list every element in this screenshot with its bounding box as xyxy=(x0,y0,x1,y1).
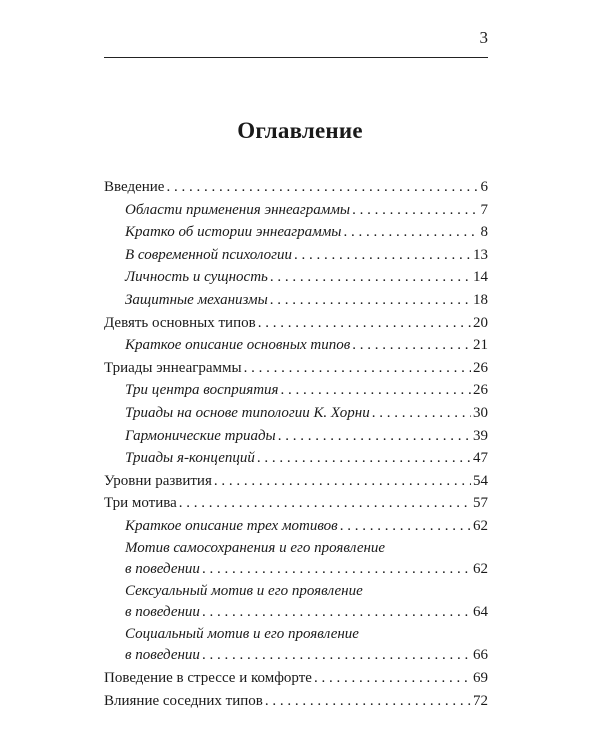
toc-entry-label: Три мотива xyxy=(104,495,177,512)
toc-entry-label: Личность и сущность xyxy=(125,269,268,286)
toc-entry xyxy=(104,538,488,560)
toc-entry xyxy=(104,425,488,448)
toc-entry-continuation xyxy=(104,602,488,624)
toc-entry-label: Защитные механизмы xyxy=(125,291,268,308)
dot-leader xyxy=(270,289,471,312)
toc-entry-page: 18 xyxy=(473,291,488,308)
dot-leader xyxy=(340,515,471,538)
toc-entry-label: Уровни развития xyxy=(104,472,212,489)
toc-entry xyxy=(104,470,488,493)
toc-entry-label: в поведении xyxy=(125,647,200,664)
dot-leader xyxy=(278,425,471,448)
toc-entry-label: Области применения эннеаграммы xyxy=(125,201,351,218)
toc-entry xyxy=(104,515,488,538)
dot-leader xyxy=(281,379,471,402)
toc-entry xyxy=(104,581,488,603)
toc-entry xyxy=(104,312,488,335)
toc-entry xyxy=(104,624,488,646)
dot-leader xyxy=(202,559,471,581)
table-of-contents xyxy=(104,176,488,712)
toc-entry xyxy=(104,667,488,690)
toc-entry-continuation xyxy=(104,645,488,667)
toc-entry-label: Краткое описание трех мотивов xyxy=(125,517,338,534)
dot-leader xyxy=(257,447,471,470)
dot-leader xyxy=(166,176,478,199)
toc-entry-label: Краткое описание основных типов xyxy=(125,337,351,354)
toc-entry xyxy=(104,289,488,312)
dot-leader xyxy=(214,470,471,493)
dot-leader xyxy=(352,334,471,357)
dot-leader xyxy=(244,357,471,380)
toc-entry-page: 14 xyxy=(473,269,488,286)
toc-entry xyxy=(104,244,488,267)
toc-entry xyxy=(104,379,488,402)
toc-entry-label: Гармонические триады xyxy=(125,427,276,444)
toc-entry-page: 30 xyxy=(473,404,488,421)
toc-entry xyxy=(104,447,488,470)
toc-entry-page: 62 xyxy=(473,561,488,578)
toc-entry-label: Поведение в стрессе и комфорте xyxy=(104,670,312,687)
toc-entry-page: 47 xyxy=(473,450,488,467)
dot-leader xyxy=(202,645,471,667)
toc-entry-page: 54 xyxy=(473,472,488,489)
toc-entry xyxy=(104,221,488,244)
toc-entry xyxy=(104,266,488,289)
dot-leader xyxy=(372,402,471,425)
dot-leader xyxy=(314,667,471,690)
toc-entry xyxy=(104,492,488,515)
toc-entry-label: в поведении xyxy=(125,561,200,578)
toc-entry-page: 7 xyxy=(480,201,488,218)
toc-entry-page: 13 xyxy=(473,246,488,263)
toc-entry-page: 57 xyxy=(473,495,488,512)
toc-entry-label: Кратко об истории эннеаграммы xyxy=(125,224,342,241)
toc-entry-page: 26 xyxy=(473,382,488,399)
toc-entry-label: Влияние соседних типов xyxy=(104,692,263,709)
dot-leader xyxy=(352,199,478,222)
dot-leader xyxy=(343,221,478,244)
page-number: 3 xyxy=(479,28,488,47)
toc-entry xyxy=(104,690,488,713)
toc-entry-page: 21 xyxy=(473,337,488,354)
toc-entry-label: Триады на основе типологии К. Хорни xyxy=(125,404,370,421)
toc-entry-page: 72 xyxy=(473,692,488,709)
toc-entry-label: Три центра восприятия xyxy=(125,382,279,399)
toc-entry-label: Триады эннеаграммы xyxy=(104,359,242,376)
toc-entry-page: 69 xyxy=(473,670,488,687)
toc-entry-label: в поведении xyxy=(125,604,200,621)
toc-entry-page: 20 xyxy=(473,314,488,331)
toc-entry-label: Сексуальный мотив и его проявление xyxy=(125,582,363,599)
toc-entry xyxy=(104,357,488,380)
dot-leader xyxy=(265,690,471,713)
toc-entry xyxy=(104,199,488,222)
page-title: Оглавление xyxy=(237,118,363,143)
toc-entry xyxy=(104,334,488,357)
toc-entry-label: Триады я-концепций xyxy=(125,450,255,467)
toc-entry-page: 39 xyxy=(473,427,488,444)
toc-entry-label: Мотив самосохранения и его проявление xyxy=(125,539,386,556)
toc-entry-label: Социальный мотив и его проявление xyxy=(125,625,359,642)
toc-entry xyxy=(104,402,488,425)
toc-entry-page: 8 xyxy=(480,224,488,241)
dot-leader xyxy=(270,266,471,289)
toc-entry-page: 66 xyxy=(473,647,488,664)
toc-entry-page: 64 xyxy=(473,604,488,621)
header-rule xyxy=(104,57,488,58)
toc-entry-page: 6 xyxy=(480,179,488,195)
dot-leader xyxy=(294,244,471,267)
dot-leader xyxy=(179,492,471,515)
dot-leader xyxy=(258,312,471,335)
toc-entry xyxy=(104,176,488,199)
toc-entry-label: Введение xyxy=(104,179,165,195)
toc-entry-page: 62 xyxy=(473,517,488,534)
toc-entry-page: 26 xyxy=(473,359,488,376)
dot-leader xyxy=(202,602,471,624)
toc-entry-label: Девять основных типов xyxy=(104,314,256,331)
toc-entry-label: В современной психологии xyxy=(125,246,292,263)
toc-entry-continuation xyxy=(104,559,488,581)
